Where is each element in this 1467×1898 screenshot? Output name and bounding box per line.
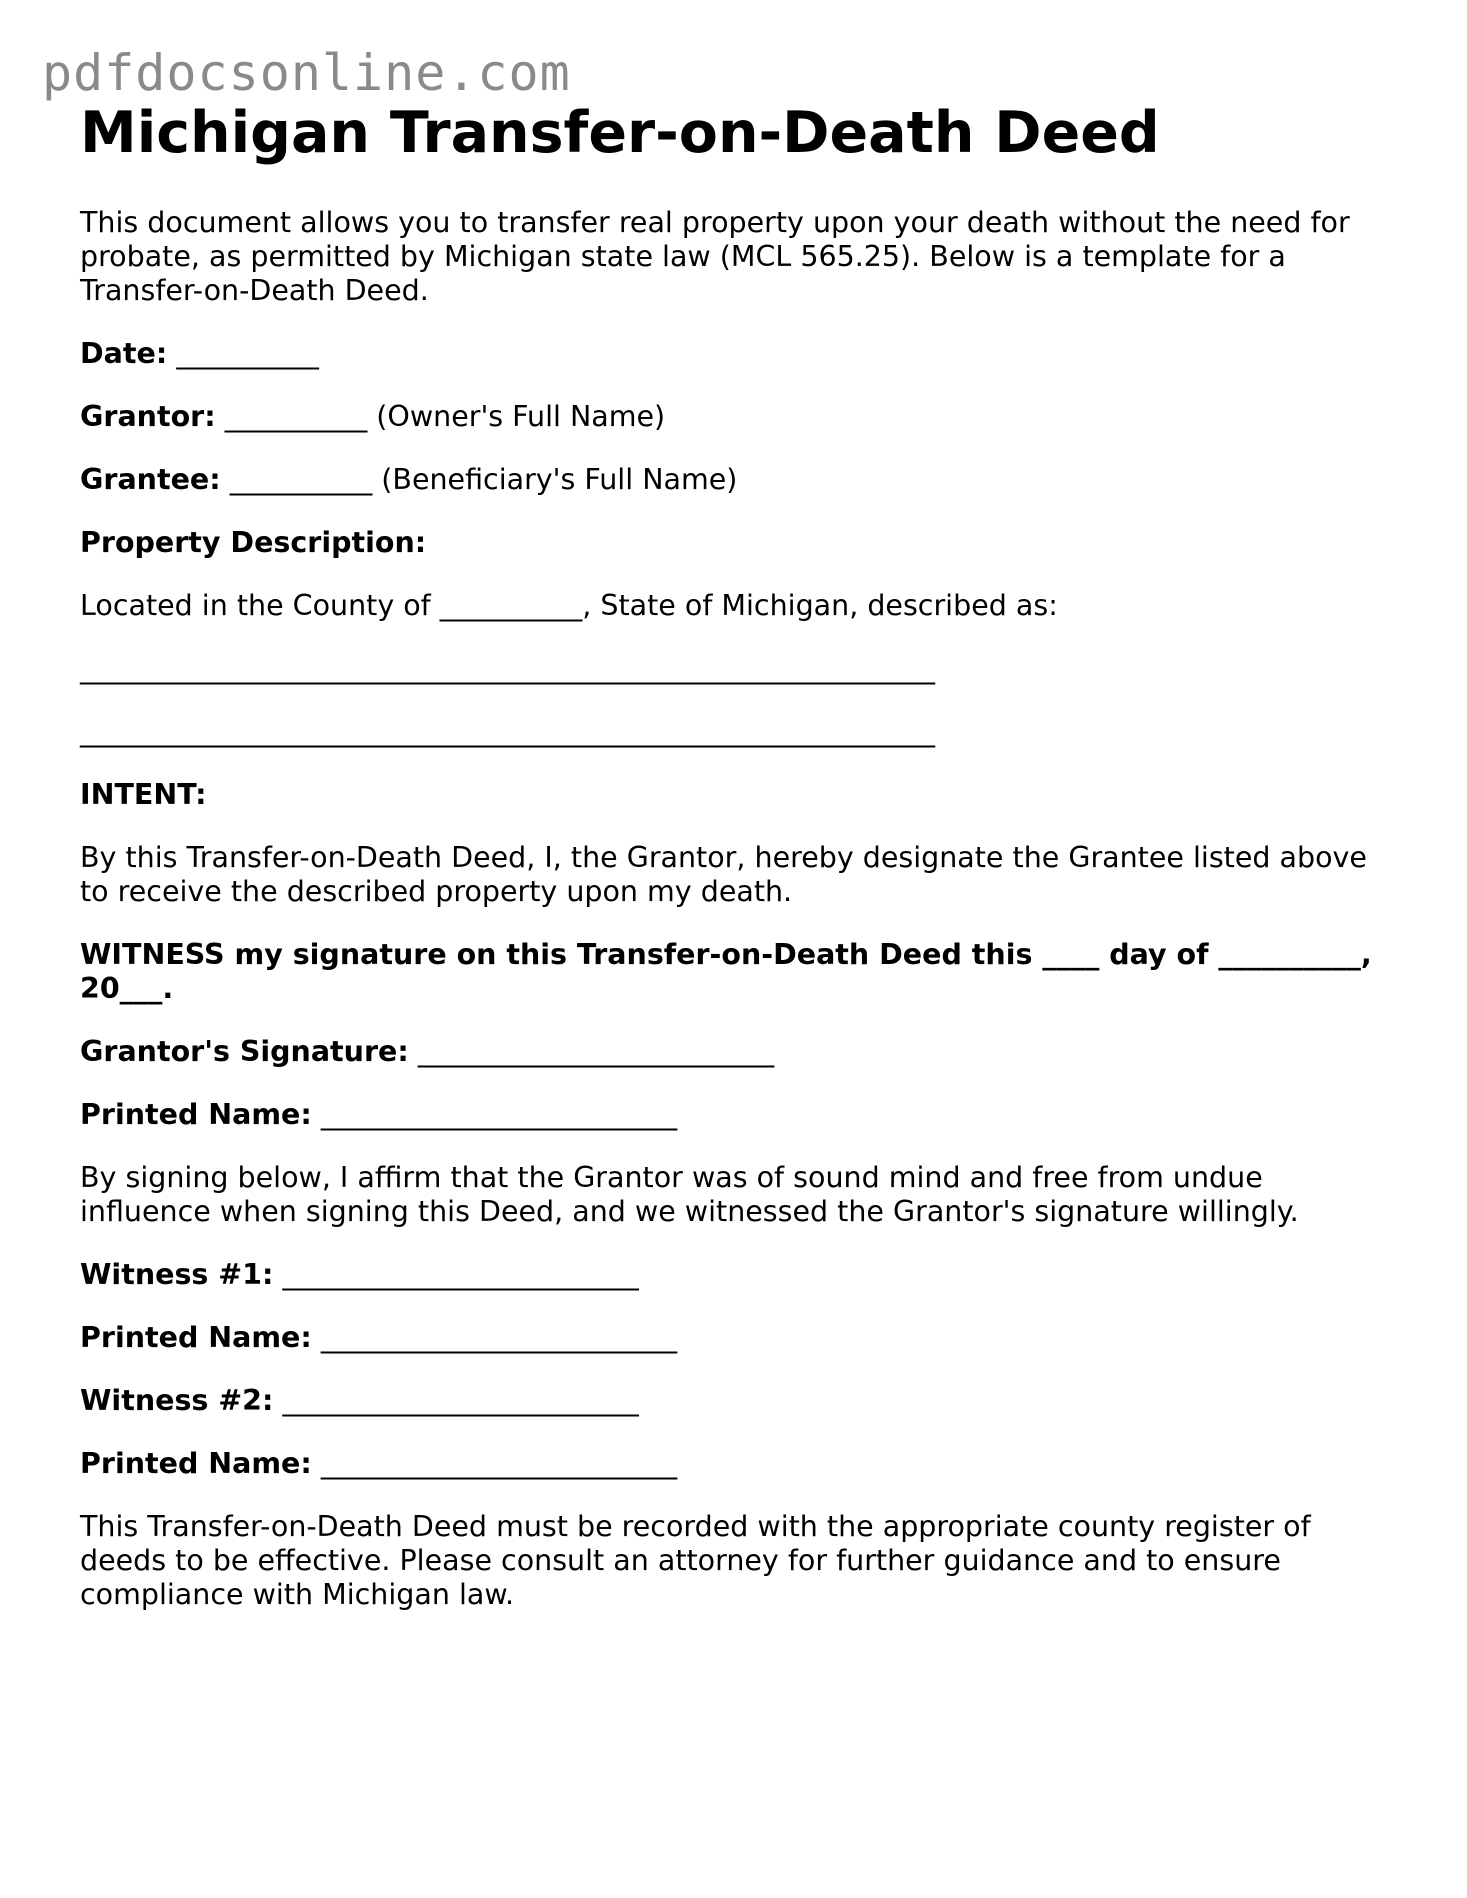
- county-line-end: , State of Michigan, described as:: [582, 588, 1058, 622]
- intent-text: By this Transfer-on-Death Deed, I, the Grantor, hereby designate the Grantee listed above to receive the described property upon my death.: [80, 840, 1367, 908]
- witness-1-printed-name-blank[interactable]: _________________________: [320, 1320, 678, 1354]
- grantee-hint: (Beneficiary's Full Name): [381, 462, 738, 496]
- witness-2-printed-name-field: [80, 1447, 1400, 1481]
- witness-2-blank[interactable]: _________________________: [282, 1383, 639, 1417]
- grantor-printed-name-label: Printed Name:: [80, 1097, 312, 1131]
- county-blank[interactable]: __________: [439, 588, 583, 622]
- witness-1-blank[interactable]: _________________________: [282, 1257, 639, 1291]
- date-label: Date:: [80, 336, 168, 370]
- grantor-field: [80, 400, 1400, 434]
- affirmation-text: By signing below, I affirm that the Grantor was of sound mind and free from undue influence when signing this Deed, and we witnessed the Grantor's signature willingly.: [80, 1160, 1299, 1228]
- grantor-signature-field: [80, 1035, 1400, 1069]
- witness-2-printed-name-label: Printed Name:: [80, 1446, 312, 1480]
- grantor-signature-blank[interactable]: _________________________: [417, 1034, 775, 1068]
- date-field: [80, 337, 1400, 371]
- grantee-field: [80, 463, 1400, 497]
- grantor-printed-name-field: [80, 1098, 1400, 1132]
- witness-1-label: Witness #1:: [80, 1257, 274, 1291]
- description-line-2[interactable]: ____________________________________________________________: [80, 714, 935, 748]
- page-title: Michigan Transfer-on-Death Deed: [80, 100, 1160, 166]
- grantor-printed-name-blank[interactable]: _________________________: [320, 1097, 678, 1131]
- footer-note: This Transfer-on-Death Deed must be recorded with the appropriate county register of deeds to be effective. Please consult an attorney for further guidance and to ensure compliance with Michigan law.: [80, 1509, 1311, 1611]
- grantor-blank[interactable]: __________: [224, 399, 368, 433]
- grantee-blank[interactable]: __________: [229, 462, 373, 496]
- grantor-label: Grantor:: [80, 399, 216, 433]
- witness-1-field: [80, 1258, 1400, 1292]
- description-line-1[interactable]: ____________________________________________________________: [80, 651, 935, 685]
- intro-paragraph: This document allows you to transfer real property upon your death without the need for probate, as permitted by Michigan state law (MCL 565.25). Below is a template for a Transfer-on-Death Deed.: [80, 205, 1350, 307]
- grantee-label: Grantee:: [80, 462, 221, 496]
- witness-2-label: Witness #2:: [80, 1383, 274, 1417]
- witness-clause: WITNESS my signature on this Transfer-on-Death Deed this ____ day of __________, 20___.: [80, 937, 1372, 1005]
- witness-1-printed-name-field: [80, 1321, 1400, 1355]
- deed-document: [80, 100, 1400, 1641]
- grantor-hint: (Owner's Full Name): [376, 399, 666, 433]
- witness-1-printed-name-label: Printed Name:: [80, 1320, 312, 1354]
- county-line: [80, 589, 1400, 623]
- witness-2-field: [80, 1384, 1400, 1418]
- grantor-signature-label: Grantor's Signature:: [80, 1034, 409, 1068]
- property-heading: Property Description:: [80, 525, 427, 559]
- date-blank[interactable]: __________: [176, 336, 319, 370]
- witness-2-printed-name-blank[interactable]: _________________________: [320, 1446, 678, 1480]
- county-line-start: Located in the County of: [80, 588, 431, 622]
- intent-heading: INTENT:: [80, 777, 207, 811]
- watermark: pdfdocsonline.com: [42, 44, 571, 102]
